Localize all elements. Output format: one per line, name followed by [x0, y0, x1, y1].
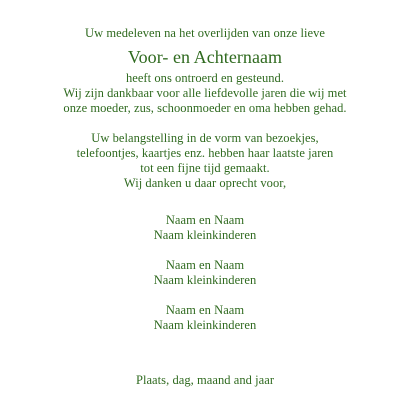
paragraph1-line-2: Wij zijn dankbaar voor alle liefdevolle jaren die wij met [63, 86, 347, 100]
paragraph2-line-3: tot een fijne tijd gemaakt. [140, 161, 270, 175]
signature-names-1: Naam en Naam [165, 213, 245, 227]
signature-grandchildren-3: Naam kleinkinderen [153, 318, 257, 332]
paragraph2-line-2: telefoontjes, kaartjes enz. hebben haar laatste jaren [76, 146, 334, 160]
signature-grandchildren-2: Naam kleinkinderen [153, 273, 257, 287]
signature-names-3: Naam en Naam [165, 303, 245, 317]
paragraph2-line-4: Wij danken u daar oprecht voor, [123, 176, 287, 190]
paragraph2-line-1: Uw belangstelling in de vorm van bezoekjes, [91, 131, 319, 145]
paragraph1-line-1: heeft ons ontroerd en gesteund. [125, 71, 285, 85]
intro-text: Uw medeleven na het overlijden van onze lieve [85, 26, 325, 40]
deceased-name-title: Voor- en Achternaam [127, 47, 283, 67]
place-date: Plaats, dag, maand and jaar [135, 373, 275, 387]
signature-grandchildren-1: Naam kleinkinderen [153, 228, 257, 242]
signature-names-2: Naam en Naam [165, 258, 245, 272]
paragraph1-line-3: onze moeder, zus, schoonmoeder en oma hebben gehad. [63, 101, 347, 115]
